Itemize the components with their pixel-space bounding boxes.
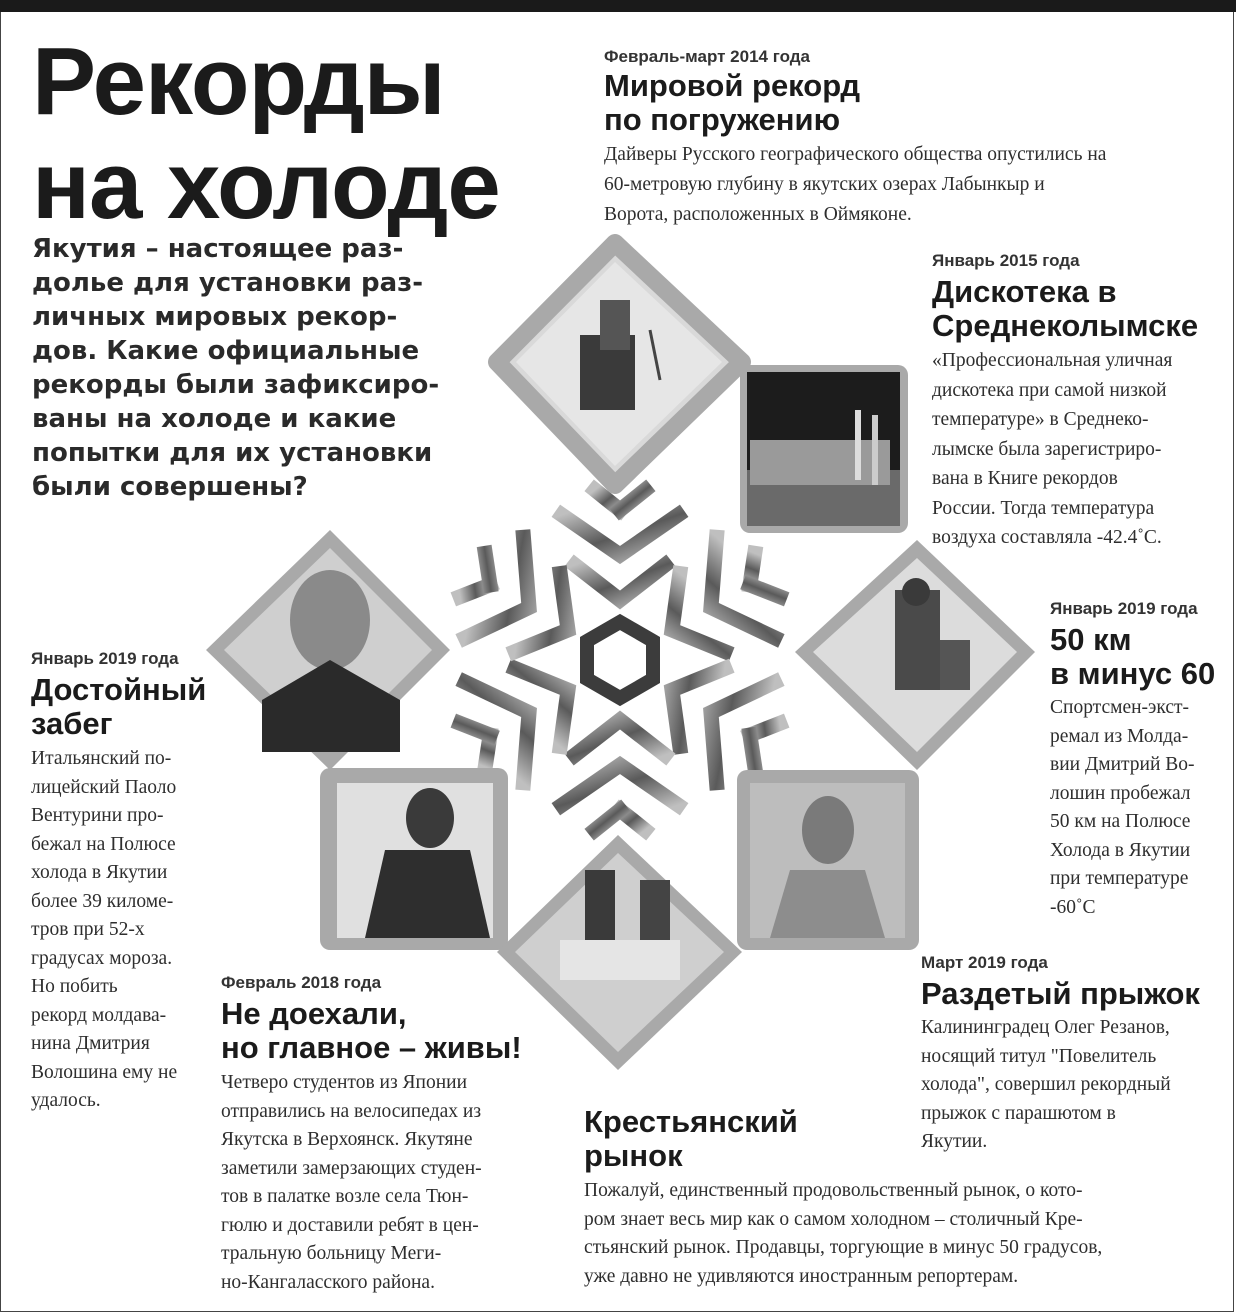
heading-line: Крестьянский [584, 1104, 798, 1139]
lead-paragraph [32, 232, 452, 504]
record-heading [31, 673, 221, 741]
photo-frame-disco [740, 365, 908, 533]
record-text [31, 745, 221, 1116]
text-line: Калининградец Олег Резанов, [921, 1017, 1170, 1038]
text-line: Холода в Якутии [1050, 839, 1191, 861]
text-line: вана в Книге рекордов [932, 468, 1118, 489]
record-heading [1050, 623, 1232, 691]
record-heading [604, 69, 1224, 137]
record-date: Февраль 2018 года [221, 973, 382, 992]
record-market [584, 1105, 1224, 1291]
text-line: более 39 киломе- [31, 890, 174, 912]
text-line: ром знает весь мир как о самом холодном – столичный Кре- [584, 1208, 1083, 1230]
text-line: нина Дмитрия [31, 1033, 150, 1054]
record-heading [921, 977, 1231, 1011]
record-heading [584, 1105, 1224, 1173]
page-title [32, 30, 500, 238]
text-line: вии Дмитрий Во- [1050, 754, 1195, 775]
record-heading [221, 997, 561, 1065]
text-line: Волошина ему не [31, 1061, 178, 1083]
text-line: Вентурини про- [31, 805, 164, 826]
heading-line: Достойный [31, 672, 207, 707]
text-line: ремал из Молда- [1050, 725, 1189, 747]
photo-frame-50km [795, 540, 1035, 770]
record-worthy-run [31, 649, 221, 1116]
record-dive [604, 47, 1224, 230]
heading-line: 50 км [1050, 622, 1132, 657]
text-line: прыжок с парашютом в [921, 1102, 1116, 1124]
text-line: бежал на Полюсе [31, 833, 176, 855]
text-line: при температуре [1050, 868, 1189, 889]
text-line: рекорд молдава- [31, 1004, 167, 1026]
text-line: воздуха составляла -42.4˚С. [932, 527, 1162, 548]
text-line: «Профессиональная уличная [932, 350, 1173, 371]
text-line: уже давно не удивляются иностранным репортерам. [584, 1265, 1019, 1287]
heading-line: Мировой рекорд [604, 68, 861, 103]
record-text [221, 1069, 561, 1297]
text-line: Но побить [31, 976, 118, 997]
heading-line: Раздетый прыжок [921, 976, 1200, 1011]
text-line: Дайверы Русского географического общества опустились на [604, 144, 1107, 165]
record-date: Январь 2019 года [31, 649, 179, 668]
lead-line: попытки для их установки [32, 438, 433, 468]
record-50km [1050, 599, 1232, 922]
text-line: тральную больницу Меги- [221, 1243, 442, 1264]
text-line: но-Кангаласского района. [221, 1271, 435, 1293]
text-line: лошин пробежал [1050, 782, 1191, 804]
heading-line: но главное – живы! [221, 1030, 522, 1065]
text-line: температуре» в Среднеко- [932, 409, 1149, 430]
text-line: градусах мороза. [31, 947, 173, 969]
text-line: 60-метровую глубину в якутских озерах Лабынкыр и [604, 174, 1045, 195]
lead-line: личных мировых рекор- [32, 302, 398, 332]
photo-frame-jump [737, 770, 919, 950]
lead-line: были совершены? [32, 472, 308, 502]
text-line: Ворота, расположенных в Оймяконе. [604, 204, 912, 225]
text-line: тров при 52-х [31, 919, 145, 940]
text-line: Итальянский по- [31, 748, 172, 769]
text-line: холода", совершил рекордный [921, 1074, 1171, 1095]
text-line: -60˚С [1050, 896, 1096, 918]
lead-line: ваны на холоде и какие [32, 404, 397, 434]
text-line: Пожалуй, единственный продовольственный рынок, о кото- [584, 1180, 1083, 1201]
text-line: России. Тогда температура [932, 497, 1155, 519]
heading-line: Не доехали, [221, 996, 407, 1031]
text-line: холода в Якутии [31, 862, 168, 883]
text-line: стьянский рынок. Продавцы, торгующие в минус 50 градусов, [584, 1237, 1103, 1258]
text-line: дискотека при самой низкой [932, 379, 1167, 401]
text-line: Якутии. [921, 1131, 988, 1152]
lead-line: долье для установки раз- [32, 268, 424, 298]
record-text [1050, 694, 1232, 922]
text-line: Спортсмен-экст- [1050, 697, 1190, 718]
record-date: Февраль-март 2014 года [604, 47, 810, 66]
photo-frame-worthy-run [206, 530, 450, 770]
record-text [584, 1177, 1224, 1291]
text-line: Якутска в Верхоянск. Якутяне [221, 1129, 473, 1150]
text-line: Четверо студентов из Японии [221, 1072, 468, 1093]
record-students [221, 973, 561, 1297]
text-line: тов в палатке возле села Тюн- [221, 1186, 469, 1207]
text-line: удалось. [31, 1090, 101, 1111]
page-title-line: Рекорды [32, 28, 445, 135]
text-line: лицейский Паоло [31, 776, 177, 798]
record-text [932, 346, 1232, 553]
page-title-line: на холоде [32, 132, 500, 239]
text-line: 50 км на Полюсе [1050, 811, 1191, 832]
heading-line: рынок [584, 1138, 683, 1173]
text-line: отправились на велосипедах из [221, 1100, 482, 1122]
text-line: гюлю и доставили ребят в цен- [221, 1214, 479, 1236]
record-date: Январь 2015 года [932, 251, 1080, 270]
record-heading [932, 275, 1232, 343]
heading-line: забег [31, 706, 113, 741]
lead-line: дов. Какие официальные [32, 336, 420, 366]
photo-frame-students [320, 768, 508, 950]
text-line: носящий титул "Повелитель [921, 1045, 1157, 1067]
heading-line: в минус 60 [1050, 656, 1216, 691]
heading-line: по погружению [604, 102, 841, 137]
lead-line: рекорды были зафиксиро- [32, 370, 440, 400]
record-text [604, 140, 1224, 230]
record-disco [932, 251, 1232, 553]
lead-line: Якутия – настоящее раз- [32, 234, 404, 264]
heading-line: Среднеколымске [932, 308, 1199, 343]
heading-line: Дискотека в [932, 274, 1117, 309]
text-line: заметили замерзающих студен- [221, 1157, 482, 1179]
record-date: Январь 2019 года [1050, 599, 1198, 618]
record-date: Март 2019 года [921, 953, 1048, 972]
photo-frame-dive [497, 243, 742, 485]
text-line: лымске была зарегистриро- [932, 438, 1162, 460]
